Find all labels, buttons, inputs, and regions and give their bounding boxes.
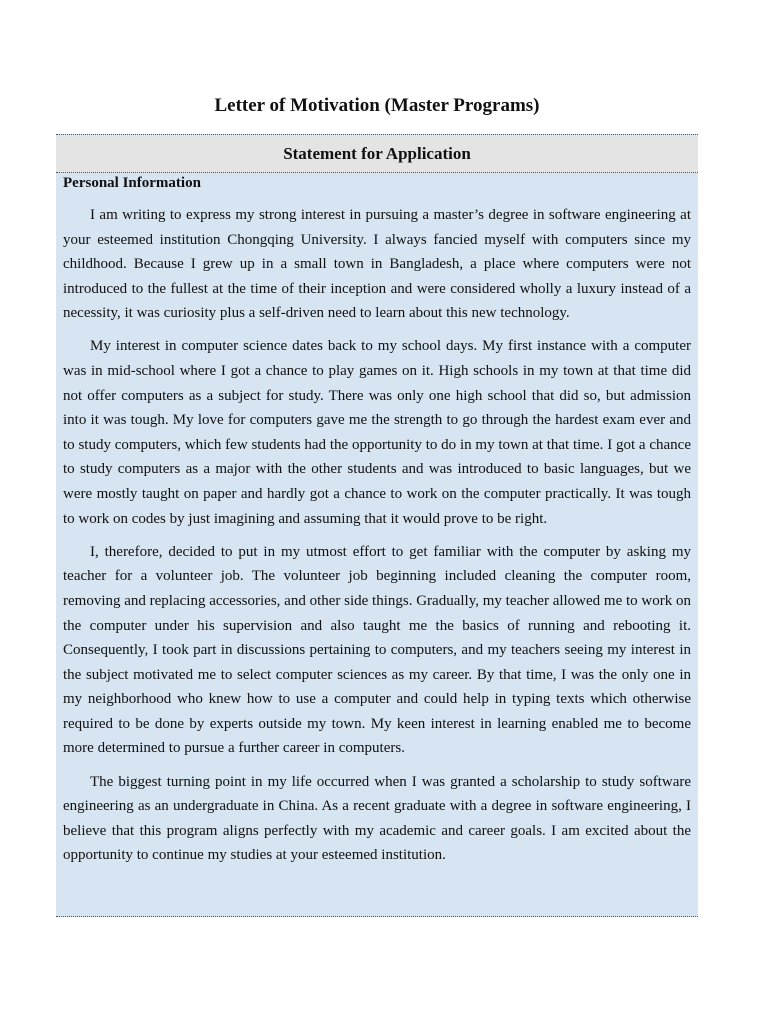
personal-information-label: Personal Information xyxy=(63,175,201,191)
paragraph-4: The biggest turning point in my life occurred when I was granted a scholarship to study software engineering as an undergraduate in China. As a recent graduate with a degree in software engineering, I believe that this program aligns perfectly with my academic and career goals. I am excited about the opportunity to continue my studies at your esteemed institution. xyxy=(63,773,691,864)
statement-header: Statement for Application xyxy=(56,135,698,173)
letter-body xyxy=(56,193,698,868)
paragraph-3: I, therefore, decided to put in my utmost effort to get familiar with the computer by asking my teacher for a volunteer job. The volunteer job beginning included cleaning the computer room, removing and replacing accessories, and other side things. Gradually, my teacher allowed me to work on the computer under his supervision and also taught me the basics of running and rebooting it. Consequently, I took part in discussions pertaining to computers, and my teachers seeing my interest in the subject motivated me to select computer sciences as my career. By that time, I was the only one in my neighborhood who knew how to use a computer and could help in typing texts which otherwise required to be done by experts outside my town. My keen interest in learning enabled me to become more determined to pursue a further career in computers. xyxy=(63,543,691,757)
paragraph-2: My interest in computer science dates back to my school days. My first instance with a computer was in mid-school where I got a chance to play games on it. High schools in my town at that time did not offer computers as a subject for study. There was only one high school that did so, but admission into it was tough. My love for computers gave me the strength to go through the hardest exam ever and to study computers, which few students had the opportunity to do in my town at that time. I got a chance to study computers as a major with the other students and was introduced to basic languages, but we were mostly taught on paper and hardly got a chance to work on the computer practically. It was tough to work on codes by just imagining and assuming that it would prove to be right. xyxy=(63,338,691,527)
paragraph-1: I am writing to express my strong interest in pursuing a master’s degree in software engineering at your esteemed institution Chongqing University. I always fancied myself with computers since my childhood. Because I grew up in a small town in Bangladesh, a place where computers were not introduced to the fullest at the time of their inception and were considered wholly a luxury instead of a necessity, it was curiosity plus a self-driven need to learn about this new technology. xyxy=(63,207,691,322)
document-title: Letter of Motivation (Master Programs) xyxy=(214,95,540,116)
statement-frame xyxy=(56,134,698,917)
